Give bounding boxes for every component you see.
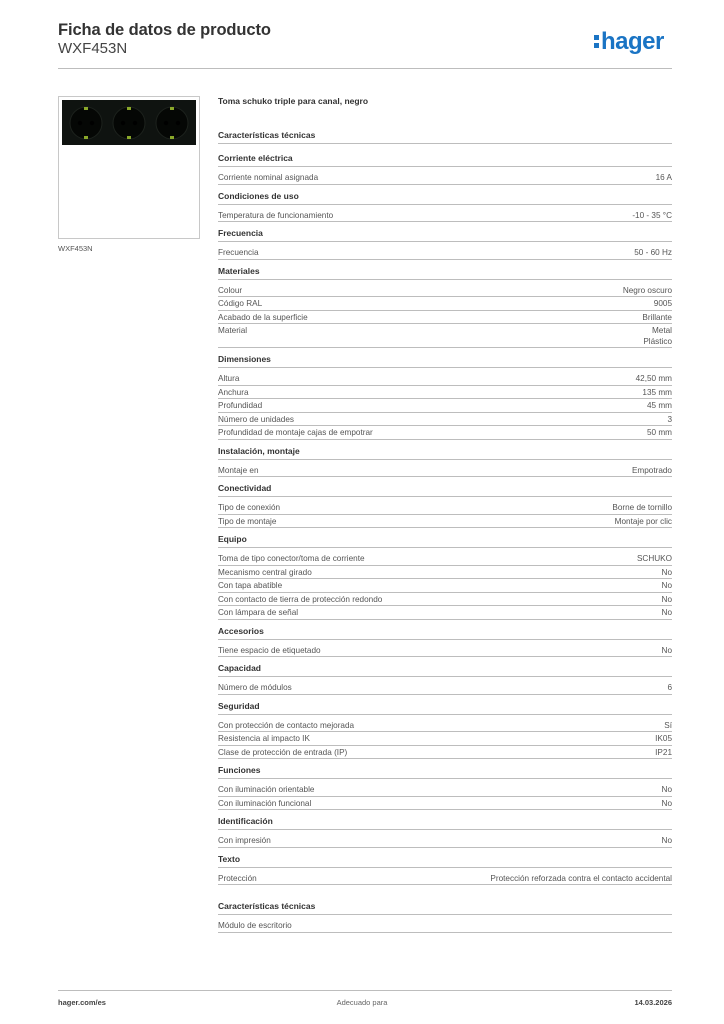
spec-row xyxy=(218,797,672,811)
spec-value: No xyxy=(661,798,672,808)
spec-label: Tipo de montaje xyxy=(218,516,277,526)
spec-label: Con impresión xyxy=(218,836,271,845)
product-title: Toma schuko triple para canal, negro xyxy=(218,96,369,106)
spec-group xyxy=(218,816,672,848)
spec-group xyxy=(218,854,672,886)
spec-value: Empotrado xyxy=(631,465,672,475)
spec-label: Tiene espacio de etiquetado xyxy=(218,645,321,655)
spec-group xyxy=(218,483,672,528)
spec-row xyxy=(218,501,672,515)
extra-group xyxy=(218,901,672,933)
footer-center-text: Adecuado para xyxy=(336,998,388,1007)
spec-label: Con protección de contacto mejorada xyxy=(218,720,355,730)
spec-label: Número de unidades xyxy=(218,414,295,424)
spec-value: 50 - 60 Hz xyxy=(634,248,672,257)
spec-group-heading: Instalación, montaje xyxy=(218,446,672,460)
spec-row xyxy=(218,297,672,311)
section-heading: Características técnicas xyxy=(218,130,672,144)
spec-row xyxy=(218,324,672,348)
footer-divider xyxy=(58,990,672,991)
spec-label: Resistencia al impacto IK xyxy=(218,734,310,743)
spec-row xyxy=(218,386,672,400)
spec-group xyxy=(218,266,672,349)
spec-value: No xyxy=(661,836,672,845)
spec-label: Temperatura de funcionamiento xyxy=(218,210,334,220)
spec-group-heading: Capacidad xyxy=(218,663,672,677)
spec-value: 16 A xyxy=(655,173,672,182)
spec-row xyxy=(218,426,672,440)
spec-row xyxy=(218,284,672,298)
spec-label: Con lámpara de señal xyxy=(218,608,299,617)
spec-group xyxy=(218,765,672,810)
spacer xyxy=(218,885,672,901)
spec-row xyxy=(218,872,672,886)
spec-label: Código RAL xyxy=(218,299,263,308)
spec-value: Metal Plástico xyxy=(643,326,672,346)
spec-label: Tipo de conexión xyxy=(218,503,281,512)
spec-group-heading: Frecuencia xyxy=(218,228,672,242)
spec-value: No xyxy=(661,645,672,655)
spec-row xyxy=(218,783,672,797)
spec-row xyxy=(218,919,672,933)
image-caption: WXF453N xyxy=(58,244,93,253)
spec-group xyxy=(218,446,672,478)
spec-row xyxy=(218,209,672,223)
spec-row xyxy=(218,681,672,695)
spec-group-heading: Materiales xyxy=(218,266,672,280)
spec-value: Borne de tornillo xyxy=(612,503,672,512)
spec-group-heading: Conectividad xyxy=(218,483,672,497)
spec-value: 9005 xyxy=(653,299,672,308)
spec-label: Altura xyxy=(218,374,240,383)
spec-row xyxy=(218,413,672,427)
spec-label: Montaje en xyxy=(218,465,259,475)
spec-label: Profundidad de montaje cajas de empotrar xyxy=(218,428,373,437)
spec-label: Toma de tipo conector/toma de corriente xyxy=(218,554,365,563)
spec-value: Montaje por clic xyxy=(614,516,672,526)
spec-row xyxy=(218,732,672,746)
spec-group-heading: Corriente eléctrica xyxy=(218,153,672,167)
spec-label: Colour xyxy=(218,285,243,295)
spec-label: Mecanismo central girado xyxy=(218,567,312,577)
product-code: WXF453N xyxy=(58,40,128,57)
logo-text: hager xyxy=(601,28,664,55)
spec-label: Número de módulos xyxy=(218,683,292,692)
spec-row xyxy=(218,515,672,529)
spec-label: Con iluminación funcional xyxy=(218,798,312,808)
spec-group-heading: Texto xyxy=(218,854,672,868)
spec-label: Anchura xyxy=(218,387,249,397)
logo-dots-icon xyxy=(594,32,599,50)
product-image xyxy=(58,96,200,239)
spec-value: 6 xyxy=(667,683,672,692)
footer-website: hager.com/es xyxy=(58,998,106,1007)
spec-row xyxy=(218,246,672,260)
spec-row xyxy=(218,834,672,848)
spec-group-heading: Dimensiones xyxy=(218,354,672,368)
spec-group xyxy=(218,701,672,760)
spec-row xyxy=(218,171,672,185)
spec-row xyxy=(218,399,672,413)
spec-row xyxy=(218,579,672,593)
spec-group xyxy=(218,663,672,695)
spec-row xyxy=(218,464,672,478)
spec-group xyxy=(218,901,672,933)
spec-value: Protección reforzada contra el contacto accidental xyxy=(490,873,672,883)
spec-value: No xyxy=(661,567,672,577)
spec-value: IK05 xyxy=(655,734,672,743)
spec-group xyxy=(218,626,672,658)
spec-value: 42,50 mm xyxy=(635,374,672,383)
spec-row xyxy=(218,746,672,760)
spec-label: Corriente nominal asignada xyxy=(218,173,319,182)
spec-label: Profundidad xyxy=(218,401,263,410)
spec-group xyxy=(218,228,672,260)
spec-row xyxy=(218,719,672,733)
spec-value: 45 mm xyxy=(646,401,672,410)
spec-group-heading: Condiciones de uso xyxy=(218,191,672,205)
spec-value: No xyxy=(661,785,672,794)
spec-label: Con contacto de tierra de protección redondo xyxy=(218,594,383,604)
spec-value: Sí xyxy=(664,720,672,730)
spec-row xyxy=(218,606,672,620)
spec-label: Con iluminación orientable xyxy=(218,785,315,794)
spec-label: Acabado de la superficie xyxy=(218,312,308,322)
spec-value: SCHUKO xyxy=(636,554,672,563)
spec-row xyxy=(218,311,672,325)
spec-row xyxy=(218,593,672,607)
spec-label: Protección xyxy=(218,873,257,883)
socket-outlet-icon xyxy=(62,100,196,145)
spec-row xyxy=(218,372,672,386)
hager-logo xyxy=(594,28,664,56)
spec-group-heading: Identificación xyxy=(218,816,672,830)
spec-groups xyxy=(218,153,672,885)
spec-value: No xyxy=(661,581,672,590)
spec-value: 3 xyxy=(667,414,672,424)
spec-row xyxy=(218,644,672,658)
spec-group-heading: Accesorios xyxy=(218,626,672,640)
spec-group-heading: Funciones xyxy=(218,765,672,779)
spec-label: Clase de protección de entrada (IP) xyxy=(218,747,348,757)
spec-label: Frecuencia xyxy=(218,248,259,257)
spec-group xyxy=(218,534,672,620)
spec-row xyxy=(218,566,672,580)
spec-group xyxy=(218,153,672,185)
spec-value: Negro oscuro xyxy=(622,285,672,295)
spec-value: 135 mm xyxy=(642,387,672,397)
spec-value: -10 - 35 °C xyxy=(632,210,672,220)
spec-sheet xyxy=(218,95,672,933)
spec-value: IP21 xyxy=(655,747,672,757)
spec-group-heading: Equipo xyxy=(218,534,672,548)
spec-label: Material xyxy=(218,326,248,335)
spec-value: No xyxy=(661,608,672,617)
spec-value: Brillante xyxy=(642,312,672,322)
spec-group-heading: Seguridad xyxy=(218,701,672,715)
spec-group xyxy=(218,354,672,440)
spec-label: Módulo de escritorio xyxy=(218,921,292,930)
spec-label: Con tapa abatible xyxy=(218,581,283,590)
page-title: Ficha de datos de producto xyxy=(58,21,271,39)
footer-date: 14.03.2026 xyxy=(634,998,672,1007)
spec-value: No xyxy=(661,594,672,604)
spec-group xyxy=(218,191,672,223)
spec-value: 50 mm xyxy=(646,428,672,437)
header-divider xyxy=(58,68,672,69)
spec-row xyxy=(218,552,672,566)
spec-group-heading: Características técnicas xyxy=(218,901,672,915)
